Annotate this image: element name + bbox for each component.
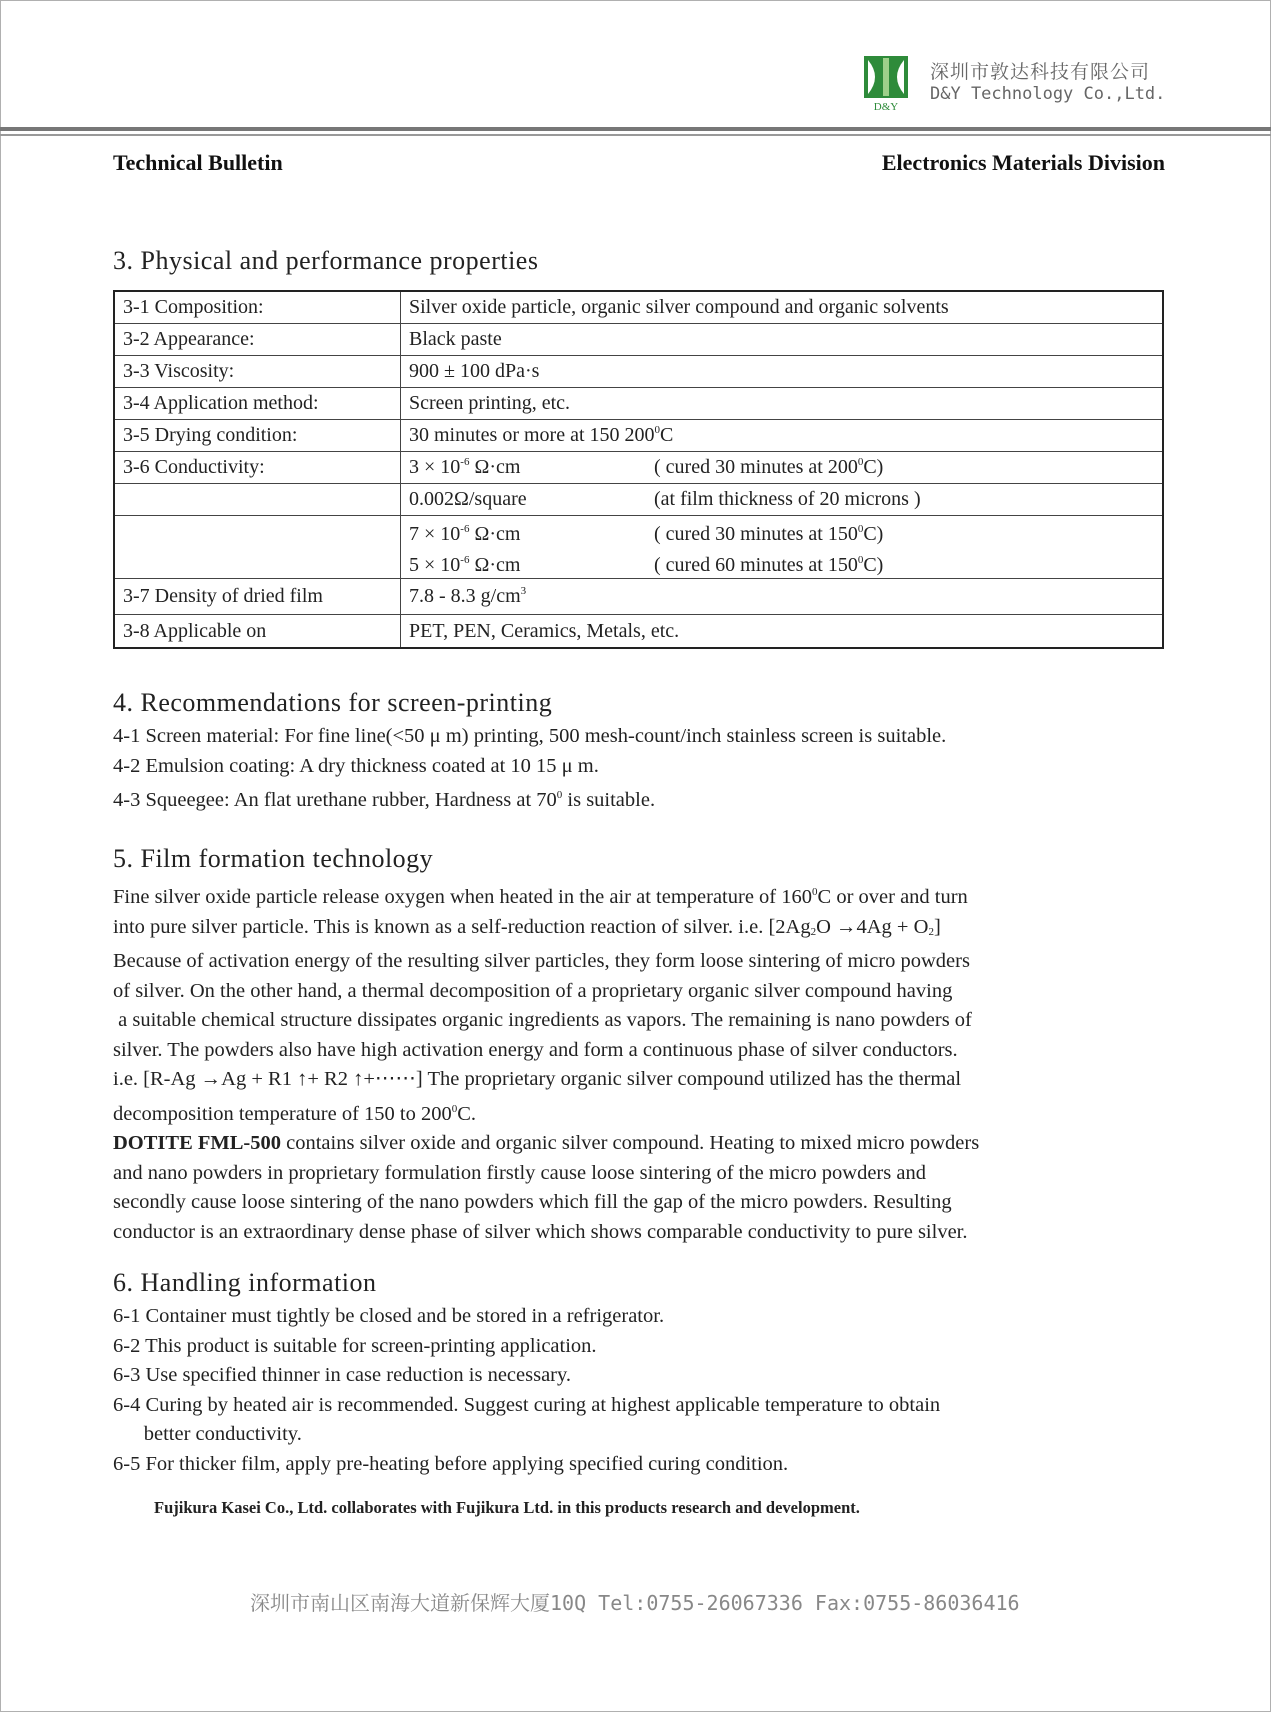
collaboration-note: Fujikura Kasei Co., Ltd. collaborates with Fujikura Ltd. in this products research and development. [154, 1498, 860, 1517]
cure-condition [654, 554, 883, 576]
section-3-title: 3. Physical and performance properties [113, 246, 539, 275]
cure-text: ( cured 30 minutes at 150 [654, 523, 858, 545]
degree-sup: 0 [654, 424, 661, 436]
list-item: 6-5 For thicker film, apply pre-heating before applying specified curing condition. [113, 1452, 789, 1475]
paragraph-line [113, 1095, 1173, 1130]
table-row [114, 420, 1163, 452]
conductivity-value [409, 516, 654, 547]
section-6-title: 6. Handling information [113, 1268, 377, 1297]
list-item: 4-1 Screen material: For fine line(<50 μ m) printing, 500 mesh-count/inch stainless screen is suitable. [113, 725, 947, 747]
logo-text: D&Y [873, 101, 899, 112]
conductivity-exponent: -6 [460, 523, 470, 535]
paragraph-line: a suitable chemical structure dissipates organic ingredients as vapors. The remaining is nano powders of [113, 1009, 972, 1031]
cube-sup: 3 [520, 585, 527, 597]
header-rule [0, 127, 1271, 131]
cure-condition [654, 523, 883, 545]
table-row [114, 324, 1163, 356]
section-5-body [113, 878, 1173, 1247]
paragraph-line: and nano powders in proprietary formulation firstly cause loose sintering of the micro powders and [113, 1161, 926, 1184]
property-value: Screen printing, etc. [401, 388, 1164, 420]
cure-condition [654, 456, 883, 478]
subscript: 2 [810, 925, 817, 938]
table-row [114, 356, 1163, 388]
division-title: Electronics Materials Division [881, 150, 1165, 175]
table-row [114, 484, 1163, 516]
paragraph-line: secondly cause loose sintering of the nano powders which fill the gap of the micro powders. Resulting [113, 1191, 952, 1213]
conductivity-unit: Ω·cm [474, 456, 521, 478]
degree-sup: 0 [857, 456, 864, 468]
property-label: 3-1 Composition: [114, 291, 401, 324]
property-label-empty [114, 484, 401, 516]
cure-text: ( cured 30 minutes at 200 [654, 456, 858, 478]
line-text: contains silver oxide and organic silver compound. Heating to mixed micro powders [281, 1132, 980, 1154]
property-value [401, 516, 1164, 579]
degree-sup: 0 [857, 554, 864, 566]
property-value [401, 484, 1164, 516]
degree-sup: 0 [451, 1102, 458, 1115]
conductivity-unit: Ω·cm [474, 523, 521, 545]
property-value [401, 452, 1164, 484]
property-value [401, 579, 1164, 615]
paragraph-line [113, 878, 1173, 913]
table-row [114, 516, 1163, 579]
paragraph-line: conductor is an extraordinary dense phase of silver which shows comparable conductivity to pure silver. [113, 1220, 968, 1243]
value-text: 30 minutes or more at 150 200 [409, 424, 655, 446]
company-address: 深圳市南山区南海大道新保辉大厦10Q Tel:0755-26067336 Fax:0755-86036416 [250, 1591, 1020, 1615]
table-row [114, 452, 1163, 484]
property-label-empty [114, 516, 401, 579]
company-name [930, 60, 1165, 106]
paragraph-line: i.e. [R-Ag →Ag + R1 ↑+ R2 ↑+⋯⋯] The proprietary organic silver compound utilized has the thermal [113, 1068, 962, 1090]
property-label: 3-7 Density of dried film [114, 579, 401, 615]
conductivity-exponent: -6 [460, 554, 470, 566]
conductivity-value [409, 547, 654, 578]
item-text: 4-3 Squeegee: An flat urethane rubber, Hardness at 70 [113, 789, 557, 811]
conductivity-value [409, 456, 654, 479]
cure-unit: C) [863, 456, 884, 478]
table-row [114, 388, 1163, 420]
paragraph-line: silver. The powders also have high activation energy and form a continuous phase of silver conductors. [113, 1038, 958, 1061]
paragraph-line: of silver. On the other hand, a thermal decomposition of a proprietary organic silver compound having [113, 979, 953, 1002]
company-name-cn: 深圳市敦达科技有限公司 [930, 61, 1151, 83]
item-text-end: is suitable. [562, 789, 656, 811]
subscript: 2 [928, 925, 934, 938]
list-item: 6-3 Use specified thinner in case reduction is necessary. [113, 1364, 572, 1386]
conductivity-mantissa: 7 × 10 [409, 523, 461, 545]
cure-text: ( cured 60 minutes at 150 [654, 554, 858, 576]
reaction-text: O →4Ag + O [816, 915, 929, 938]
conductivity-unit: Ω·cm [474, 554, 521, 576]
degree-sup: 0 [812, 886, 818, 898]
property-label: 3-5 Drying condition: [114, 420, 401, 452]
list-item: 6-4 Curing by heated air is recommended. Suggest curing at highest applicable temperature to obtain [113, 1393, 941, 1416]
conductivity-mantissa: 5 × 10 [409, 554, 461, 576]
cure-unit: C) [863, 523, 884, 545]
section-5-title: 5. Film formation technology [113, 844, 434, 873]
property-value: Silver oxide particle, organic silver compound and organic solvents [401, 291, 1164, 324]
conductivity-exponent: -6 [460, 456, 470, 468]
line-text: Fine silver oxide particle release oxygen when heated in the air at temperature of 160 [113, 886, 813, 908]
value-text: 7.8 - 8.3 g/cm [409, 585, 521, 607]
section-4-title: 4. Recommendations for screen-printing [113, 688, 553, 717]
company-name-en: D&Y Technology Co.,Ltd. [930, 84, 1166, 105]
property-value: 900 ± 100 dPa·s [401, 356, 1164, 388]
property-label: 3-6 Conductivity: [114, 452, 401, 484]
line-text-end: C or over and turn [817, 886, 968, 908]
paragraph-line [113, 1129, 1173, 1159]
list-item [113, 781, 1173, 816]
section-6-body [113, 1302, 1173, 1479]
table-row [114, 615, 1163, 649]
value-unit: C [660, 424, 674, 446]
table-row [114, 579, 1163, 615]
property-label: 3-4 Application method: [114, 388, 401, 420]
line-text-end: C. [457, 1102, 477, 1125]
list-item-continuation: better conductivity. [113, 1423, 302, 1445]
property-value: Black paste [401, 324, 1164, 356]
property-label: 3-2 Appearance: [114, 324, 401, 356]
list-item: 6-2 This product is suitable for screen-printing application. [113, 1334, 597, 1357]
doc-type-title: Technical Bulletin [113, 150, 283, 175]
line-text: decomposition temperature of 150 to 200 [113, 1102, 452, 1125]
bracket: ] [933, 915, 941, 938]
header-rule-thin [0, 134, 1271, 136]
property-value [401, 420, 1164, 452]
list-item: 6-1 Container must tightly be closed and be stored in a refrigerator. [113, 1305, 665, 1327]
table-row [114, 291, 1163, 324]
properties-table [113, 290, 1164, 649]
property-label: 3-3 Viscosity: [114, 356, 401, 388]
section-4-body [113, 722, 1173, 816]
list-item: 4-2 Emulsion coating: A dry thickness coated at 10 15 μ m. [113, 754, 599, 777]
property-value: PET, PEN, Ceramics, Metals, etc. [401, 615, 1164, 649]
product-name: DOTITE FML-500 [113, 1132, 281, 1154]
conductivity-mantissa: 3 × 10 [409, 456, 461, 478]
paragraph-line: Because of activation energy of the resulting silver particles, they form loose sintering of micro powders [113, 950, 970, 972]
company-logo [864, 56, 908, 112]
degree-sup: 0 [556, 789, 563, 801]
paragraph-line [113, 913, 1173, 948]
film-thickness-note: (at film thickness of 20 microns ) [654, 488, 921, 510]
sheet-resistance: 0.002Ω/square [409, 488, 527, 510]
property-label: 3-8 Applicable on [114, 615, 401, 649]
degree-sup: 0 [857, 523, 864, 535]
cure-unit: C) [863, 554, 884, 576]
line-text: into pure silver particle. This is known as a self-reduction reaction of silver. i.e. [2Ag [113, 915, 811, 938]
